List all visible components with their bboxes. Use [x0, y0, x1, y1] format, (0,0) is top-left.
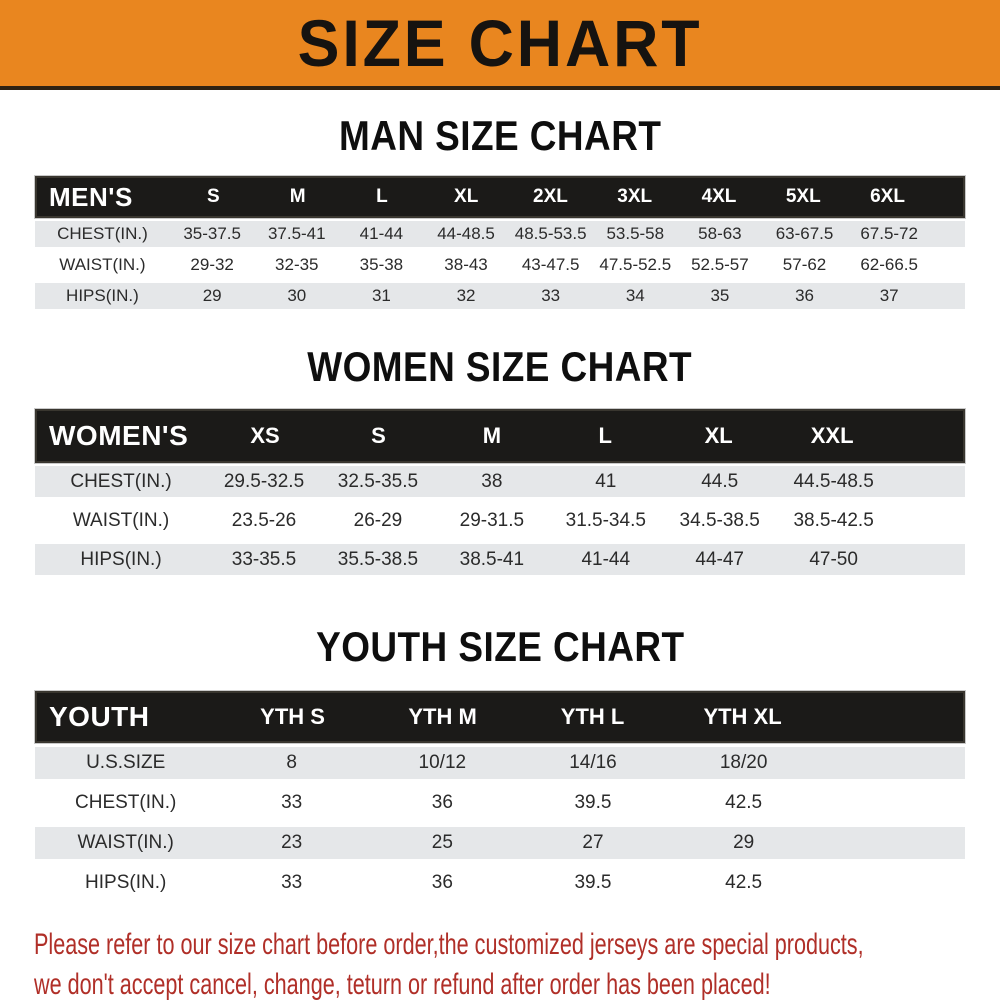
- women-size-col-2: M: [482, 423, 502, 448]
- youth-size-table: [35, 691, 965, 899]
- women-section: [35, 343, 965, 575]
- women-heading: [35, 343, 965, 391]
- value-cell-3: 42.5: [725, 872, 763, 893]
- row-label: WAIST(IN.): [72, 509, 170, 531]
- banner: [0, 0, 1000, 90]
- value-cell-1: 25: [431, 832, 453, 853]
- men-size-col-1: M: [289, 186, 306, 207]
- value-cell-2: 14/16: [569, 752, 617, 773]
- value-cell-5: 34: [625, 286, 645, 305]
- youth-size-col-2: YTH L: [560, 704, 625, 729]
- value-cell-2: 41-44: [359, 224, 404, 243]
- value-cell-1: 35.5-38.5: [337, 548, 419, 570]
- men-heading: [35, 112, 965, 160]
- men-table-row-1: [35, 252, 965, 278]
- men-size-col-5: 3XL: [617, 186, 653, 207]
- women-size-table: [35, 409, 965, 575]
- value-cell-1: 36: [431, 872, 453, 893]
- value-cell-1: 32-35: [275, 255, 319, 274]
- value-cell-3: 29: [733, 832, 755, 853]
- value-cell-1: 36: [431, 792, 453, 813]
- value-cell-8: 62-66.5: [860, 255, 918, 274]
- youth-table-row-1: [35, 787, 965, 819]
- youth-section: [35, 623, 965, 899]
- row-label: HIPS(IN.): [85, 872, 167, 893]
- value-cell-2: 27: [582, 832, 604, 853]
- value-cell-0: 8: [286, 752, 297, 773]
- value-cell-3: 32: [456, 286, 476, 305]
- youth-table-row-3: [35, 867, 965, 899]
- youth-size-col-1: YTH M: [408, 704, 477, 729]
- men-size-col-6: 4XL: [701, 186, 737, 207]
- value-cell-8: 37: [879, 286, 899, 305]
- row-label: CHEST(IN.): [57, 224, 148, 243]
- value-cell-5: 47-50: [809, 548, 858, 570]
- youth-header-label: YOUTH: [49, 701, 150, 732]
- sections-container: [0, 112, 1000, 899]
- row-label: CHEST(IN.): [75, 792, 177, 813]
- value-cell-6: 35: [710, 286, 730, 305]
- value-cell-3: 44-48.5: [437, 224, 495, 243]
- value-cell-1: 37.5-41: [267, 224, 326, 243]
- row-label: CHEST(IN.): [70, 470, 172, 492]
- value-cell-0: 33: [281, 792, 303, 813]
- value-cell-5: 44.5-48.5: [793, 470, 874, 492]
- value-cell-0: 29: [202, 286, 222, 305]
- women-header-label: WOMEN'S: [49, 420, 189, 451]
- value-cell-3: 41-44: [581, 548, 631, 570]
- women-size-col-1: S: [371, 423, 386, 448]
- value-cell-0: 33-35.5: [231, 548, 297, 570]
- value-cell-1: 30: [287, 286, 307, 305]
- value-cell-4: 34.5-38.5: [679, 509, 760, 531]
- value-cell-0: 29-32: [190, 255, 234, 274]
- youth-table-row-0: [35, 747, 965, 779]
- women-table-row-1: [35, 505, 965, 536]
- row-label: WAIST(IN.): [59, 255, 146, 274]
- men-size-col-7: 5XL: [785, 186, 821, 207]
- men-size-col-3: XL: [454, 186, 479, 207]
- value-cell-0: 29.5-32.5: [223, 470, 305, 492]
- women-table-row-0: [35, 466, 965, 497]
- value-cell-0: 33: [281, 872, 303, 893]
- value-cell-5: 53.5-58: [606, 224, 665, 243]
- women-table-header: [35, 409, 965, 463]
- men-header-label: MEN'S: [49, 181, 133, 212]
- men-table-row-2: [35, 283, 965, 309]
- men-size-table: [35, 176, 965, 309]
- value-cell-1: 26-29: [353, 509, 403, 531]
- value-cell-3: 42.5: [725, 792, 763, 813]
- women-heading-text: WOMEN SIZE CHART: [307, 343, 693, 390]
- men-size-col-0: S: [207, 186, 220, 207]
- women-size-col-0: XS: [250, 423, 280, 448]
- footer-note: [34, 925, 1000, 1005]
- youth-size-col-3: YTH XL: [703, 704, 782, 729]
- value-cell-4: 44-47: [695, 548, 744, 570]
- value-cell-2: 38.5-41: [459, 548, 525, 570]
- value-cell-7: 63-67.5: [775, 224, 834, 243]
- value-cell-2: 31: [371, 286, 391, 305]
- value-cell-5: 47.5-52.5: [599, 255, 672, 274]
- value-cell-5: 38.5-42.5: [793, 509, 874, 531]
- value-cell-3: 41: [595, 470, 617, 492]
- value-cell-8: 67.5-72: [860, 224, 918, 243]
- value-cell-2: 39.5: [574, 872, 612, 893]
- value-cell-4: 44.5: [701, 470, 739, 492]
- value-cell-1: 32.5-35.5: [337, 470, 419, 492]
- youth-table-header: [35, 691, 965, 743]
- row-label: HIPS(IN.): [66, 286, 139, 305]
- footer-line-1: Please refer to our size chart before order,the customized jerseys are special products,: [34, 928, 864, 961]
- value-cell-2: 35-38: [359, 255, 404, 274]
- value-cell-7: 57-62: [782, 255, 827, 274]
- men-heading-text: MAN SIZE CHART: [338, 112, 662, 159]
- value-cell-3: 31.5-34.5: [565, 509, 646, 531]
- value-cell-4: 33: [541, 286, 561, 305]
- women-size-col-5: XXL: [810, 423, 854, 448]
- value-cell-4: 48.5-53.5: [514, 224, 587, 243]
- value-cell-6: 52.5-57: [691, 255, 749, 274]
- banner-title: SIZE CHART: [297, 6, 703, 80]
- value-cell-7: 36: [795, 286, 814, 305]
- value-cell-1: 10/12: [418, 752, 467, 773]
- value-cell-0: 35-37.5: [183, 224, 241, 243]
- men-table-header: [35, 176, 965, 218]
- men-table-row-0: [35, 221, 965, 247]
- row-label: U.S.SIZE: [86, 752, 166, 773]
- value-cell-3: 38-43: [444, 255, 488, 274]
- men-size-col-8: 6XL: [870, 186, 905, 207]
- women-size-col-3: L: [598, 423, 612, 448]
- value-cell-6: 58-63: [698, 224, 742, 243]
- women-size-col-4: XL: [704, 423, 733, 448]
- footer-line-2: we don't accept cancel, change, teturn or refund after order has been placed!: [34, 968, 771, 1001]
- youth-heading: [35, 623, 965, 671]
- men-size-col-2: L: [376, 186, 388, 207]
- value-cell-0: 23.5-26: [231, 509, 297, 531]
- value-cell-2: 39.5: [574, 792, 612, 813]
- value-cell-4: 43-47.5: [521, 255, 580, 274]
- youth-table-row-2: [35, 827, 965, 859]
- value-cell-2: 38: [481, 470, 503, 492]
- youth-heading-text: YOUTH SIZE CHART: [315, 623, 685, 670]
- value-cell-2: 29-31.5: [459, 509, 525, 531]
- youth-size-col-0: YTH S: [260, 704, 325, 729]
- row-label: WAIST(IN.): [77, 832, 174, 853]
- men-size-col-4: 2XL: [533, 186, 568, 207]
- value-cell-0: 23: [281, 832, 303, 853]
- row-label: HIPS(IN.): [80, 548, 162, 570]
- men-section: [35, 112, 965, 309]
- value-cell-3: 18/20: [719, 752, 768, 773]
- women-table-row-2: [35, 544, 965, 575]
